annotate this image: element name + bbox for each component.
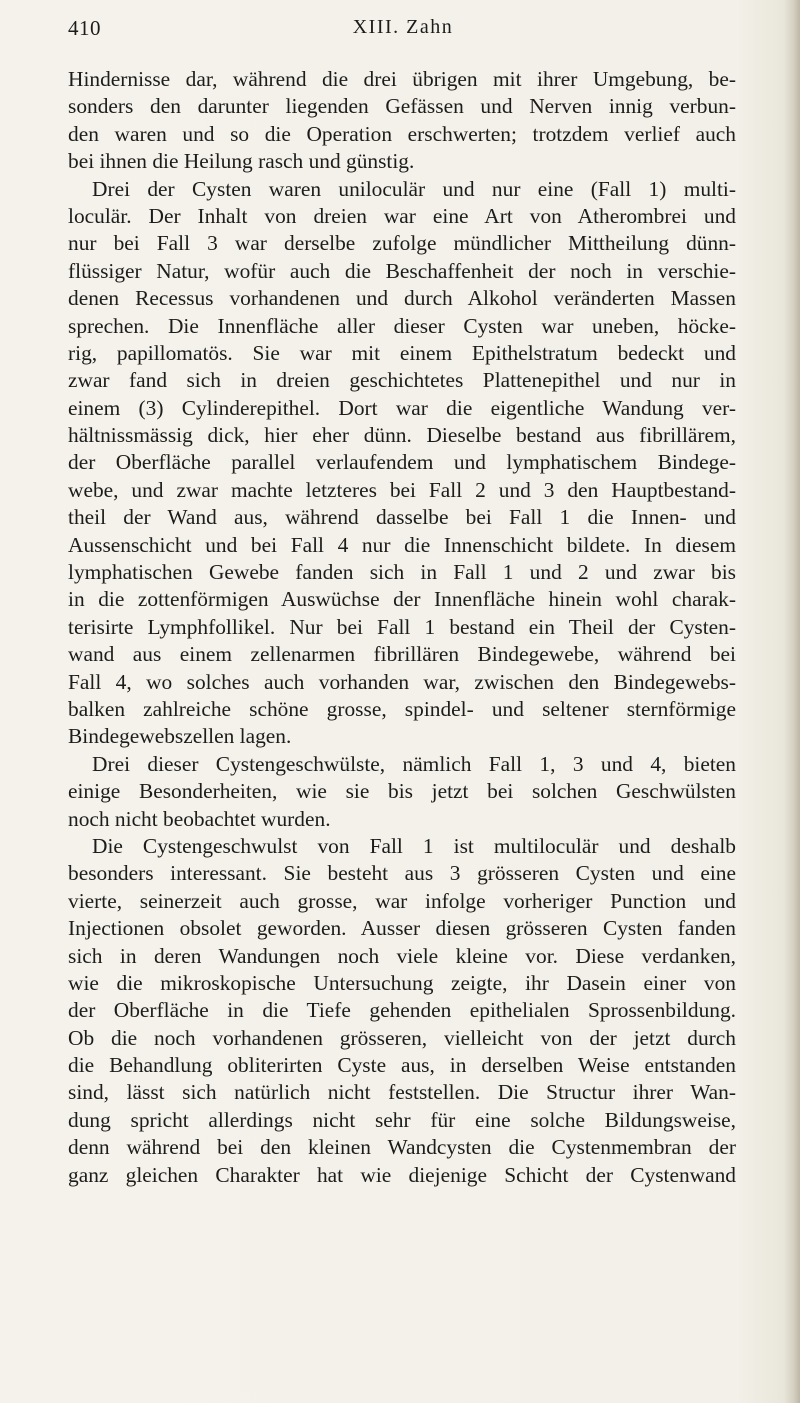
- text-line: sonders den darunter liegenden Gefässen und Nerven innig verbun-: [68, 94, 736, 119]
- text-line: vierte, seinerzeit auch grosse, war infolge vorheriger Punction und: [68, 888, 736, 913]
- text-line: Die Cystengeschwulst von Fall 1 ist multiloculär und deshalb: [92, 833, 736, 858]
- text-line: Fall 4, wo solches auch vorhanden war, zwischen den Bindegewebs-: [68, 669, 736, 694]
- text-line: wand aus einem zellenarmen fibrillären Bindegewebe, während bei: [68, 642, 736, 667]
- text-line: einem (3) Cylinderepithel. Dort war die eigentliche Wandung ver-: [68, 395, 736, 420]
- body-text: [68, 66, 736, 1189]
- text-line: Injectionen obsolet geworden. Ausser diesen grösseren Cysten fanden: [68, 916, 736, 941]
- text-line: in die zottenförmigen Auswüchse der Innenfläche hinein wohl charak-: [68, 587, 736, 612]
- text-line: ganz gleichen Charakter hat wie diejenige Schicht der Cystenwand: [68, 1162, 736, 1187]
- text-line: Aussenschicht und bei Fall 4 nur die Innenschicht bildete. In diesem: [68, 532, 736, 557]
- text-line: wie die mikroskopische Untersuchung zeigte, ihr Dasein einer von: [68, 970, 736, 995]
- text-line: den waren und so die Operation erschwerten; trotzdem verlief auch: [68, 121, 736, 146]
- text-line: Drei der Cysten waren uniloculär und nur eine (Fall 1) multi-: [92, 176, 736, 201]
- text-line: zwar fand sich in dreien geschichtetes Plattenepithel und nur in: [68, 368, 736, 393]
- text-line: terisirte Lymphfollikel. Nur bei Fall 1 bestand ein Theil der Cysten-: [68, 614, 736, 639]
- text-line: der Oberfläche parallel verlaufendem und lymphatischem Bindege-: [68, 450, 736, 475]
- text-line: loculär. Der Inhalt von dreien war eine Art von Atherombrei und: [68, 203, 736, 228]
- page-header: [68, 16, 738, 50]
- page-number: 410: [68, 16, 101, 40]
- text-line: webe, und zwar machte letzteres bei Fall 2 und 3 den Hauptbestand-: [68, 477, 736, 502]
- text-line: bei ihnen die Heilung rasch und günstig.: [68, 149, 415, 174]
- text-line: theil der Wand aus, während dasselbe bei Fall 1 die Innen- und: [68, 505, 736, 530]
- text-line: denen Recessus vorhandenen und durch Alkohol veränderten Massen: [68, 286, 736, 311]
- text-line: Ob die noch vorhandenen grösseren, vielleicht von der jetzt durch: [68, 1025, 736, 1050]
- text-line: denn während bei den kleinen Wandcysten die Cystenmembran der: [68, 1135, 736, 1160]
- text-line: hältnissmässig dick, hier eher dünn. Dieselbe bestand aus fibrillärem,: [68, 423, 736, 448]
- text-line: Hindernisse dar, während die drei übrigen mit ihrer Umgebung, be-: [68, 67, 736, 91]
- text-line: besonders interessant. Sie besteht aus 3 grösseren Cysten und eine: [68, 861, 736, 886]
- text-line: die Behandlung obliterirten Cyste aus, in derselben Weise entstanden: [68, 1053, 736, 1078]
- text-line: rig, papillomatös. Sie war mit einem Epithelstratum bedeckt und: [68, 340, 736, 365]
- text-line: sprechen. Die Innenfläche aller dieser Cysten war uneben, höcke-: [68, 313, 736, 338]
- text-line: flüssiger Natur, wofür auch die Beschaffenheit der noch in verschie-: [68, 258, 736, 283]
- text-line: Bindegewebszellen lagen.: [68, 724, 292, 749]
- page-gutter-shadow: [784, 0, 800, 1403]
- text-line: dung spricht allerdings nicht sehr für eine solche Bildungsweise,: [68, 1107, 736, 1132]
- text-line: lymphatischen Gewebe fanden sich in Fall 1 und 2 und zwar bis: [68, 560, 736, 585]
- text-line: sind, lässt sich natürlich nicht feststellen. Die Structur ihrer Wan-: [68, 1080, 736, 1105]
- text-line: noch nicht beobachtet wurden.: [68, 806, 331, 831]
- text-line: einige Besonderheiten, wie sie bis jetzt bei solchen Geschwülsten: [68, 779, 736, 804]
- text-line: balken zahlreiche schöne grosse, spindel- und seltener sternförmige: [68, 696, 736, 721]
- text-line: sich in deren Wandungen noch viele kleine vor. Diese verdanken,: [68, 943, 736, 968]
- text-line: nur bei Fall 3 war derselbe zufolge mündlicher Mittheilung dünn-: [68, 231, 736, 256]
- text-line: Drei dieser Cystengeschwülste, nämlich Fall 1, 3 und 4, bieten: [92, 751, 736, 776]
- text-line: der Oberfläche in die Tiefe gehenden epithelialen Sprossenbildung.: [68, 998, 736, 1023]
- running-head: XIII. Zahn: [352, 16, 454, 38]
